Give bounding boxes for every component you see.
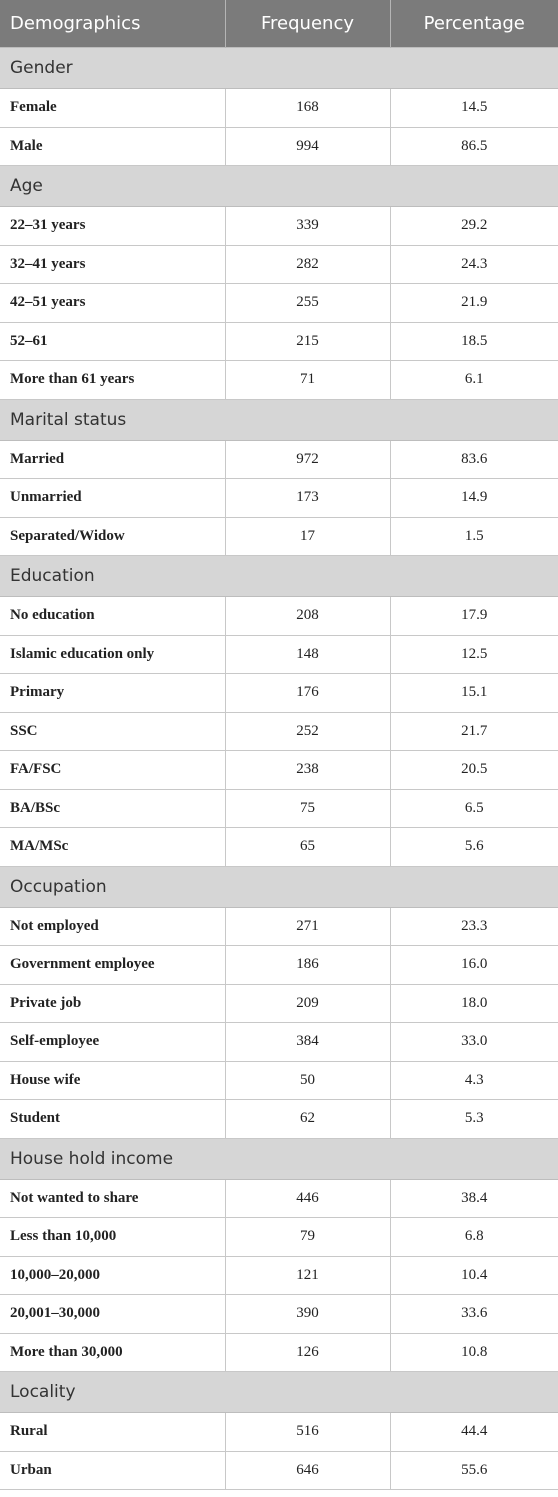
row-label: MA/MSc	[0, 828, 225, 867]
header-row	[0, 0, 558, 48]
table-row	[0, 984, 558, 1023]
frequency-cell: 79	[225, 1218, 390, 1257]
frequency-cell: 65	[225, 828, 390, 867]
row-label: Islamic education only	[0, 635, 225, 674]
group-header-row	[0, 48, 558, 89]
row-label: 42–51 years	[0, 284, 225, 323]
percentage-cell: 55.6	[390, 1451, 558, 1490]
percentage-cell: 14.5	[390, 89, 558, 128]
frequency-cell: 173	[225, 479, 390, 518]
table-row	[0, 440, 558, 479]
frequency-cell: 62	[225, 1100, 390, 1139]
row-label: 32–41 years	[0, 245, 225, 284]
table-row	[0, 1295, 558, 1334]
frequency-cell: 282	[225, 245, 390, 284]
frequency-cell: 71	[225, 361, 390, 400]
header-frequency: Frequency	[225, 0, 390, 48]
frequency-cell: 339	[225, 207, 390, 246]
table-row	[0, 1451, 558, 1490]
row-label: No education	[0, 597, 225, 636]
table-row	[0, 1333, 558, 1372]
percentage-cell: 21.9	[390, 284, 558, 323]
table-row	[0, 751, 558, 790]
percentage-cell: 21.7	[390, 712, 558, 751]
header-percentage: Percentage	[390, 0, 558, 48]
frequency-cell: 252	[225, 712, 390, 751]
frequency-cell: 126	[225, 1333, 390, 1372]
row-label: 22–31 years	[0, 207, 225, 246]
row-label: Self-employee	[0, 1023, 225, 1062]
frequency-cell: 176	[225, 674, 390, 713]
table-row	[0, 1179, 558, 1218]
group-title: Locality	[0, 1372, 558, 1413]
frequency-cell: 148	[225, 635, 390, 674]
row-label: Separated/Widow	[0, 517, 225, 556]
percentage-cell: 10.8	[390, 1333, 558, 1372]
percentage-cell: 20.5	[390, 751, 558, 790]
frequency-cell: 994	[225, 127, 390, 166]
row-label: Not wanted to share	[0, 1179, 225, 1218]
row-label: Female	[0, 89, 225, 128]
percentage-cell: 17.9	[390, 597, 558, 636]
row-label: Urban	[0, 1451, 225, 1490]
percentage-cell: 5.6	[390, 828, 558, 867]
table-row	[0, 361, 558, 400]
group-header-row	[0, 1138, 558, 1179]
row-label: Not employed	[0, 907, 225, 946]
percentage-cell: 86.5	[390, 127, 558, 166]
row-label: Student	[0, 1100, 225, 1139]
row-label: More than 61 years	[0, 361, 225, 400]
group-title: Marital status	[0, 399, 558, 440]
percentage-cell: 29.2	[390, 207, 558, 246]
table-row	[0, 89, 558, 128]
table-body	[0, 48, 558, 1490]
row-label: 20,001–30,000	[0, 1295, 225, 1334]
table-header	[0, 0, 558, 48]
percentage-cell: 14.9	[390, 479, 558, 518]
group-header-row	[0, 166, 558, 207]
percentage-cell: 83.6	[390, 440, 558, 479]
table-row	[0, 1218, 558, 1257]
percentage-cell: 33.6	[390, 1295, 558, 1334]
table-row	[0, 245, 558, 284]
percentage-cell: 24.3	[390, 245, 558, 284]
group-header-row	[0, 556, 558, 597]
percentage-cell: 15.1	[390, 674, 558, 713]
frequency-cell: 186	[225, 946, 390, 985]
row-label: House wife	[0, 1061, 225, 1100]
row-label: Rural	[0, 1413, 225, 1452]
table-row	[0, 828, 558, 867]
table-row	[0, 1256, 558, 1295]
table-row	[0, 479, 558, 518]
percentage-cell: 10.4	[390, 1256, 558, 1295]
table-row	[0, 127, 558, 166]
row-label: Government employee	[0, 946, 225, 985]
percentage-cell: 6.8	[390, 1218, 558, 1257]
frequency-cell: 215	[225, 322, 390, 361]
frequency-cell: 208	[225, 597, 390, 636]
percentage-cell: 16.0	[390, 946, 558, 985]
percentage-cell: 6.1	[390, 361, 558, 400]
row-label: Married	[0, 440, 225, 479]
row-label: 52–61	[0, 322, 225, 361]
percentage-cell: 38.4	[390, 1179, 558, 1218]
table-row	[0, 674, 558, 713]
group-header-row	[0, 866, 558, 907]
frequency-cell: 50	[225, 1061, 390, 1100]
frequency-cell: 121	[225, 1256, 390, 1295]
table-row	[0, 207, 558, 246]
row-label: BA/BSc	[0, 789, 225, 828]
table-row	[0, 946, 558, 985]
table-row	[0, 635, 558, 674]
group-title: House hold income	[0, 1138, 558, 1179]
percentage-cell: 4.3	[390, 1061, 558, 1100]
row-label: 10,000–20,000	[0, 1256, 225, 1295]
row-label: Less than 10,000	[0, 1218, 225, 1257]
frequency-cell: 390	[225, 1295, 390, 1334]
group-header-row	[0, 1372, 558, 1413]
frequency-cell: 516	[225, 1413, 390, 1452]
row-label: Private job	[0, 984, 225, 1023]
frequency-cell: 384	[225, 1023, 390, 1062]
group-title: Education	[0, 556, 558, 597]
row-label: More than 30,000	[0, 1333, 225, 1372]
percentage-cell: 33.0	[390, 1023, 558, 1062]
percentage-cell: 44.4	[390, 1413, 558, 1452]
percentage-cell: 6.5	[390, 789, 558, 828]
percentage-cell: 23.3	[390, 907, 558, 946]
percentage-cell: 18.0	[390, 984, 558, 1023]
frequency-cell: 255	[225, 284, 390, 323]
row-label: Primary	[0, 674, 225, 713]
header-demographics: Demographics	[0, 0, 225, 48]
group-title: Gender	[0, 48, 558, 89]
frequency-cell: 446	[225, 1179, 390, 1218]
table-row	[0, 1100, 558, 1139]
frequency-cell: 75	[225, 789, 390, 828]
frequency-cell: 168	[225, 89, 390, 128]
table-row	[0, 1023, 558, 1062]
row-label: FA/FSC	[0, 751, 225, 790]
group-title: Occupation	[0, 866, 558, 907]
group-title: Age	[0, 166, 558, 207]
table-row	[0, 322, 558, 361]
percentage-cell: 5.3	[390, 1100, 558, 1139]
table-row	[0, 1413, 558, 1452]
group-header-row	[0, 399, 558, 440]
frequency-cell: 17	[225, 517, 390, 556]
row-label: Male	[0, 127, 225, 166]
row-label: SSC	[0, 712, 225, 751]
frequency-cell: 646	[225, 1451, 390, 1490]
percentage-cell: 18.5	[390, 322, 558, 361]
percentage-cell: 1.5	[390, 517, 558, 556]
percentage-cell: 12.5	[390, 635, 558, 674]
table-row	[0, 789, 558, 828]
table-row	[0, 284, 558, 323]
frequency-cell: 972	[225, 440, 390, 479]
frequency-cell: 209	[225, 984, 390, 1023]
table-row	[0, 1061, 558, 1100]
frequency-cell: 238	[225, 751, 390, 790]
table-row	[0, 597, 558, 636]
table-row	[0, 712, 558, 751]
table-row	[0, 517, 558, 556]
frequency-cell: 271	[225, 907, 390, 946]
table-row	[0, 907, 558, 946]
row-label: Unmarried	[0, 479, 225, 518]
